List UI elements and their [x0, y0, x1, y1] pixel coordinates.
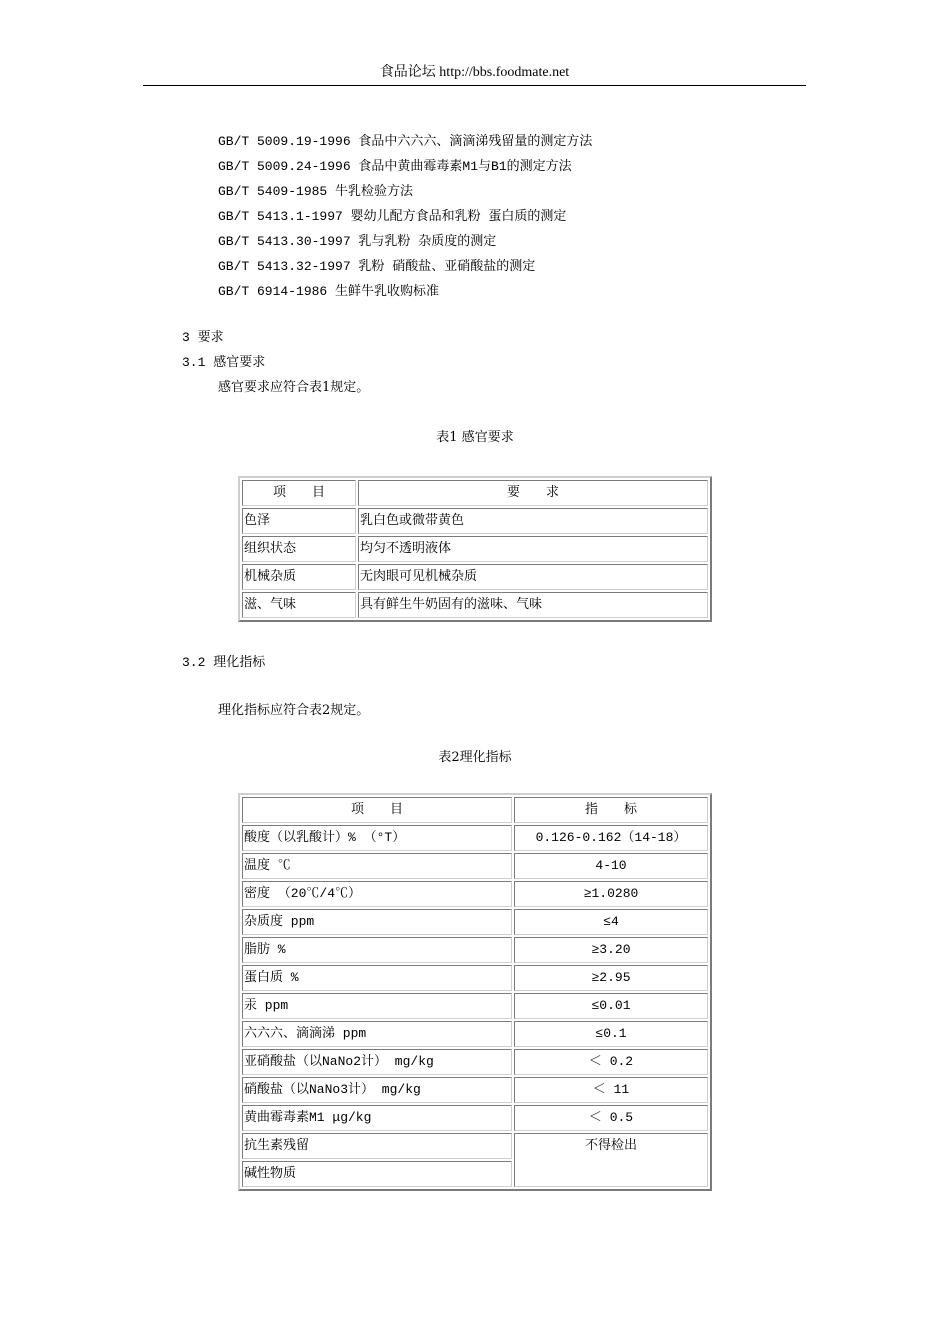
reference-item: GB/T 5413.1-1997 婴幼儿配方食品和乳粉 蛋白质的测定 — [218, 209, 567, 224]
item-cell: 六六六、滴滴涕 ppm — [242, 1021, 512, 1047]
table-header-row — [242, 797, 708, 823]
value-cell: ≥3.20 — [514, 937, 708, 963]
merged-value-cell: 不得检出 — [514, 1133, 708, 1187]
sensory-requirements-table — [238, 476, 712, 622]
table-row — [242, 1133, 708, 1159]
physicochemical-index-table — [238, 793, 712, 1191]
value-cell: 4-10 — [514, 853, 708, 879]
table-row — [242, 1105, 708, 1131]
table-row — [242, 937, 708, 963]
item-cell: 汞 ppm — [242, 993, 512, 1019]
item-cell: 硝酸盐（以NaNo3计） mg/kg — [242, 1077, 512, 1103]
column-header-item: 项 目 — [242, 797, 512, 823]
item-cell: 杂质度 ppm — [242, 909, 512, 935]
reference-list — [218, 129, 592, 304]
section-3-2-intro: 理化指标应符合表2规定。 — [218, 703, 370, 718]
value-cell: ＜ 0.2 — [514, 1049, 708, 1075]
page-header: 食品论坛 http://bbs.foodmate.net — [379, 65, 570, 80]
section-3-2-heading: 3.2 理化指标 — [182, 655, 266, 670]
item-cell: 机械杂质 — [242, 564, 356, 590]
item-cell: 抗生素残留 — [242, 1133, 512, 1159]
section-3-1-intro: 感官要求应符合表1规定。 — [218, 380, 370, 395]
item-cell: 组织状态 — [242, 536, 356, 562]
reference-item: GB/T 5413.30-1997 乳与乳粉 杂质度的测定 — [218, 234, 497, 249]
value-cell: ≤0.1 — [514, 1021, 708, 1047]
table-header-row — [242, 480, 708, 506]
table-row — [242, 1077, 708, 1103]
item-cell: 蛋白质 % — [242, 965, 512, 991]
table-row — [242, 881, 708, 907]
item-cell: 脂肪 % — [242, 937, 512, 963]
item-cell: 亚硝酸盐（以NaNo2计） mg/kg — [242, 1049, 512, 1075]
item-cell: 酸度（以乳酸计）% （°T） — [242, 825, 512, 851]
table-row — [242, 993, 708, 1019]
item-cell: 色泽 — [242, 508, 356, 534]
requirement-cell: 无肉眼可见机械杂质 — [358, 564, 708, 590]
requirement-cell: 具有鲜生牛奶固有的滋味、气味 — [358, 592, 708, 618]
table-2-caption: 表2理化指标 — [438, 750, 512, 765]
value-cell: ＜ 11 — [514, 1077, 708, 1103]
table-row — [242, 1049, 708, 1075]
value-cell: ＜ 0.5 — [514, 1105, 708, 1131]
column-header-index: 指 标 — [514, 797, 708, 823]
reference-item: GB/T 5413.32-1997 乳粉 硝酸盐、亚硝酸盐的测定 — [218, 259, 536, 274]
section-3-1-heading: 3.1 感官要求 — [182, 355, 266, 370]
table-row — [242, 564, 708, 590]
header-rule — [143, 85, 806, 86]
value-cell: ≥2.95 — [514, 965, 708, 991]
table-row — [242, 536, 708, 562]
requirement-cell: 均匀不透明液体 — [358, 536, 708, 562]
column-header-item: 项 目 — [242, 480, 356, 506]
value-cell: ≤4 — [514, 909, 708, 935]
table-row — [242, 965, 708, 991]
table-row — [242, 508, 708, 534]
reference-item: GB/T 5009.19-1996 食品中六六六、滴滴涕残留量的测定方法 — [218, 134, 593, 149]
item-cell: 黄曲霉毒素M1 μg/kg — [242, 1105, 512, 1131]
reference-item: GB/T 5409-1985 牛乳检验方法 — [218, 184, 414, 199]
item-cell: 滋、气味 — [242, 592, 356, 618]
table-row — [242, 592, 708, 618]
table-row — [242, 853, 708, 879]
table-row — [242, 825, 708, 851]
requirement-cell: 乳白色或微带黄色 — [358, 508, 708, 534]
value-cell: ≤0.01 — [514, 993, 708, 1019]
table-row — [242, 909, 708, 935]
table-1-caption: 表1 感官要求 — [436, 430, 514, 445]
item-cell: 碱性物质 — [242, 1161, 512, 1187]
section-3-heading: 3 要求 — [182, 330, 224, 345]
value-cell: ≥1.0280 — [514, 881, 708, 907]
table-row — [242, 1021, 708, 1047]
item-cell: 密度 （20℃/4℃） — [242, 881, 512, 907]
value-cell: 0.126-0.162（14-18） — [514, 825, 708, 851]
reference-item: GB/T 6914-1986 生鲜牛乳收购标准 — [218, 284, 440, 299]
reference-item: GB/T 5009.24-1996 食品中黄曲霉毒素M1与B1的测定方法 — [218, 159, 572, 174]
item-cell: 温度 ℃ — [242, 853, 512, 879]
column-header-requirement: 要 求 — [358, 480, 708, 506]
